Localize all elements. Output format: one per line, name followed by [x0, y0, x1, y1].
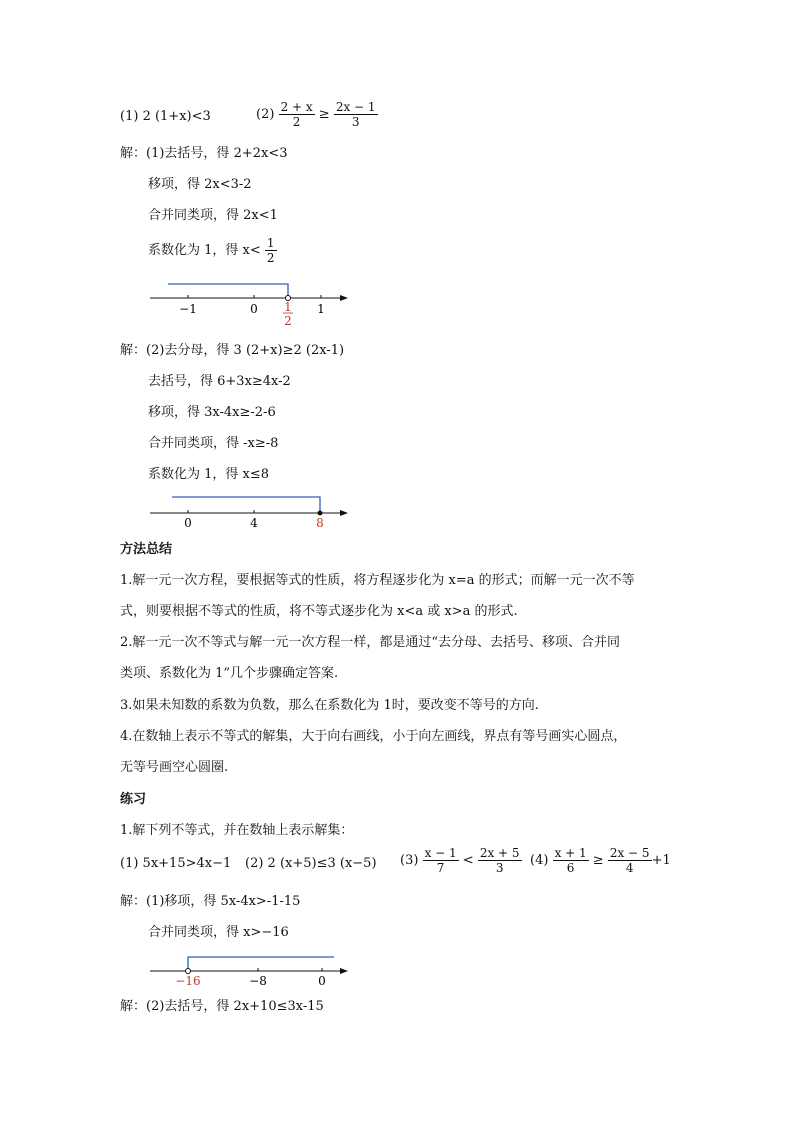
solution-ray [168, 284, 288, 298]
numerator: 2x − 5 [609, 846, 650, 860]
filled-dot [318, 511, 323, 516]
operator: ≥ [592, 853, 604, 868]
practice-item-1: (1) 5x+15>4x−1 [120, 856, 232, 871]
summary-title: 方法总结 [120, 542, 173, 557]
summary-line: 1.解一元一次方程，要根据等式的性质，将方程逐步化为 x=a 的形式；而解一元一次不等 [120, 573, 635, 588]
tick-label-num: 1 [284, 300, 292, 314]
tail: +1 [651, 853, 671, 868]
number-line-3 [140, 952, 370, 992]
sol-text: 系数化为 1，得 x< [148, 243, 261, 258]
fraction [478, 846, 522, 875]
axis-arrow [340, 510, 348, 516]
tick-label: 1 [317, 302, 325, 316]
sol-prefix: 解： [120, 146, 147, 161]
problem-2 [256, 100, 378, 129]
sol2-step4: 合并同类项，得 -x≥-8 [148, 436, 279, 451]
denominator: 6 [566, 861, 575, 875]
axis-arrow [340, 295, 348, 301]
solution-ray [188, 957, 334, 971]
item-label: (3) [400, 853, 419, 868]
sol1-step3: 合并同类项，得 2x<1 [148, 208, 278, 223]
sol2-step3: 移项，得 3x-4x≥-2-6 [148, 405, 276, 420]
summary-line: 3.如果未知数的系数为负数，那么在系数化为 1时，要改变不等号的方向. [120, 698, 539, 713]
tick-label: 4 [250, 516, 258, 530]
denominator: 2 [292, 115, 301, 129]
summary-line: 类项、系数化为 1”几个步骤确定答案. [120, 666, 339, 681]
practice-sol2-step1: 解：(2)去括号，得 2x+10≤3x-15 [120, 999, 324, 1014]
practice-item-4 [530, 846, 671, 875]
tick-label: 0 [184, 516, 192, 530]
numerator: 2x − 1 [335, 100, 376, 114]
problem-2-label: (2) [256, 107, 275, 122]
sol1-step4 [148, 236, 277, 265]
operator: < [462, 853, 474, 868]
number-line-1 [140, 276, 370, 330]
tick-label: −1 [179, 302, 197, 316]
summary-line: 无等号画空心圆圈. [120, 760, 229, 775]
fraction [423, 846, 459, 875]
numerator: x + 1 [554, 846, 587, 860]
tick-label: −8 [249, 974, 267, 988]
denominator: 2 [266, 251, 275, 265]
open-circle [186, 969, 191, 974]
problem-1-label: (1) [120, 109, 139, 124]
tick-label: −16 [175, 974, 201, 988]
practice-question: 1.解下列不等式，并在数轴上表示解集： [120, 823, 354, 838]
summary-line: 2.解一元一次不等式与解一元一次方程一样，都是通过“去分母、去括号、移项、合并同 [120, 635, 621, 650]
problem-1-expr: 2 (1+x)<3 [142, 109, 211, 124]
number-line-2 [140, 492, 370, 532]
sol2-step2: 去括号，得 6+3x≥4x-2 [148, 374, 291, 389]
sol2-step1: 解：(2)去分母，得 3 (2+x)≥2 (2x-1) [120, 343, 345, 358]
practice-item-2: (2) 2 (x+5)≤3 (x−5) [245, 856, 377, 871]
fraction [279, 100, 315, 129]
tick-label: 0 [250, 302, 258, 316]
summary-line: 4.在数轴上表示不等式的解集，大于向右画线，小于向左画线，界点有等号画实心圆点， [120, 729, 627, 744]
numerator: 2 + x [280, 100, 313, 114]
sol1-step2: 移项，得 2x<3-2 [148, 177, 252, 192]
tick-label-den: 2 [284, 314, 292, 328]
tick-label: 8 [316, 516, 324, 530]
denominator: 7 [436, 861, 445, 875]
denominator: 3 [495, 861, 504, 875]
operator: ≥ [318, 107, 330, 122]
sol2-step5: 系数化为 1，得 x≤8 [148, 467, 270, 482]
solution-ray [172, 497, 320, 513]
tick-label: 0 [318, 974, 326, 988]
summary-line: 式，则要根据不等式的性质，将不等式逐步化为 x<a 或 x>a 的形式. [120, 604, 518, 619]
denominator: 3 [351, 115, 360, 129]
numerator: 2x + 5 [479, 846, 520, 860]
practice-sol-step1: 解：(1)移项，得 5x-4x>-1-15 [120, 894, 301, 909]
fraction [334, 100, 378, 129]
numerator: 1 [266, 236, 275, 250]
numerator: x − 1 [424, 846, 457, 860]
sol1-step1 [120, 145, 288, 163]
item-label: (4) [530, 853, 549, 868]
axis-arrow [340, 968, 348, 974]
sol-text: (1)去括号，得 2+2x<3 [146, 146, 288, 161]
practice-sol-step2: 合并同类项，得 x>−16 [148, 925, 289, 940]
fraction [553, 846, 589, 875]
practice-title: 练习 [120, 792, 147, 807]
denominator: 4 [625, 861, 634, 875]
practice-item-3 [400, 846, 522, 875]
problem-1 [120, 108, 211, 126]
fraction [265, 236, 277, 265]
fraction [608, 846, 652, 875]
